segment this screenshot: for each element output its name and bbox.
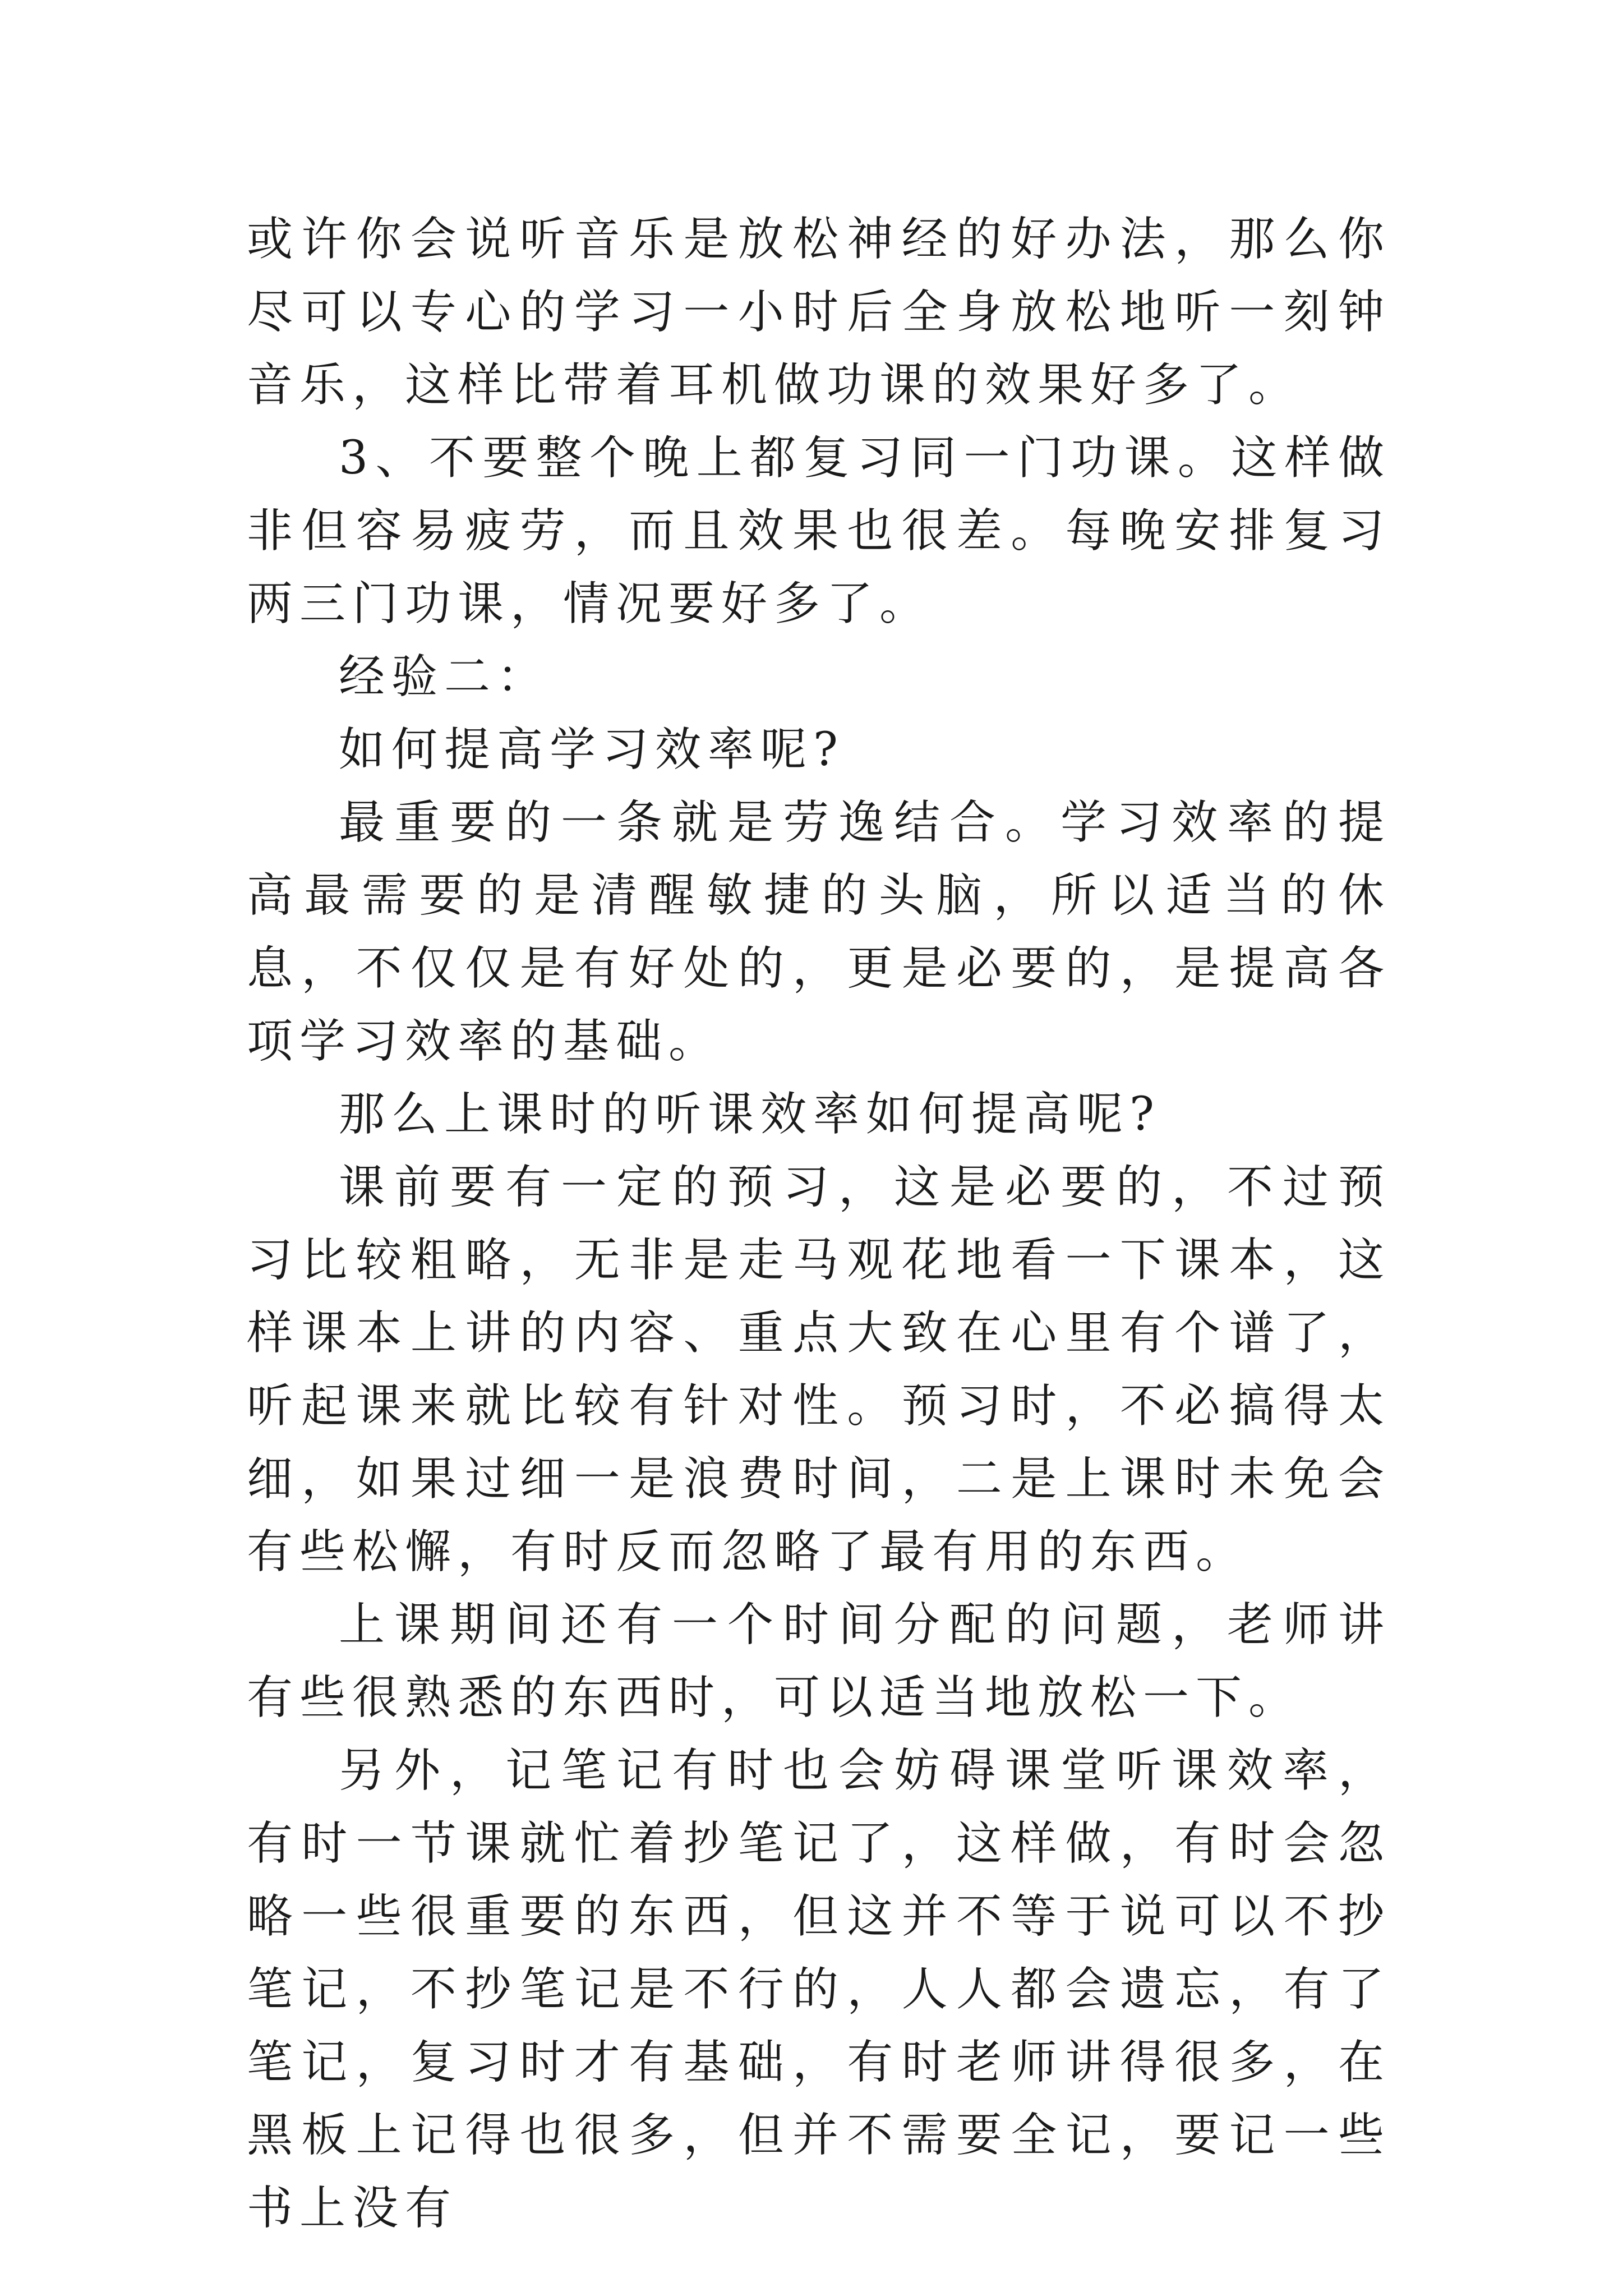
section-heading-experience-2: 经验二： [339,650,550,703]
body-text [247,203,1391,2245]
question-class-efficiency: 那么上课时的听课效率如何提高呢? [339,1088,1161,1141]
paragraph-rest-balance: 最重要的一条就是劳逸结合。学习效率的提高最需要的是清醒敏捷的头脑，所以适当的休息，不仅仅是有好处的，更是必要的，是提高各项学习效率的基础。 [247,796,1391,1068]
paragraph-time-allocation: 上课期间还有一个时间分配的问题，老师讲有些很熟悉的东西时，可以适当地放松一下。 [247,1598,1391,1724]
paragraph-preview: 课前要有一定的预习，这是必要的，不过预习比较粗略，无非是走马观花地看一下课本，这样课本上讲的内容、重点大致在心里有个谱了，听起课来就比较有针对性。预习时，不必搞得太细，如果过细一是浪费时间，二是上课时未免会有些松懈，有时反而忽略了最有用的东西。 [247,1161,1391,1579]
paragraph-note-taking: 另外，记笔记有时也会妨碍课堂听课效率，有时一节课就忙着抄笔记了，这样做，有时会忽略一些很重要的东西，但这并不等于说可以不抄笔记，不抄笔记是不行的，人人都会遗忘，有了笔记，复习时才有基础，有时老师讲得很多，在黑板上记得也很多，但并不需要全记，要记一些书上没有 [247,1744,1391,2235]
paragraph-music: 或许你会说听音乐是放松神经的好办法，那么你尽可以专心的学习一小时后全身放松地听一刻钟音乐，这样比带着耳机做功课的效果好多了。 [247,213,1391,412]
question-efficiency: 如何提高学习效率呢? [339,723,845,776]
paragraph-tip-3: 3、不要整个晚上都复习同一门功课。这样做非但容易疲劳，而且效果也很差。每晚安排复习两三门功课，情况要好多了。 [247,431,1391,631]
